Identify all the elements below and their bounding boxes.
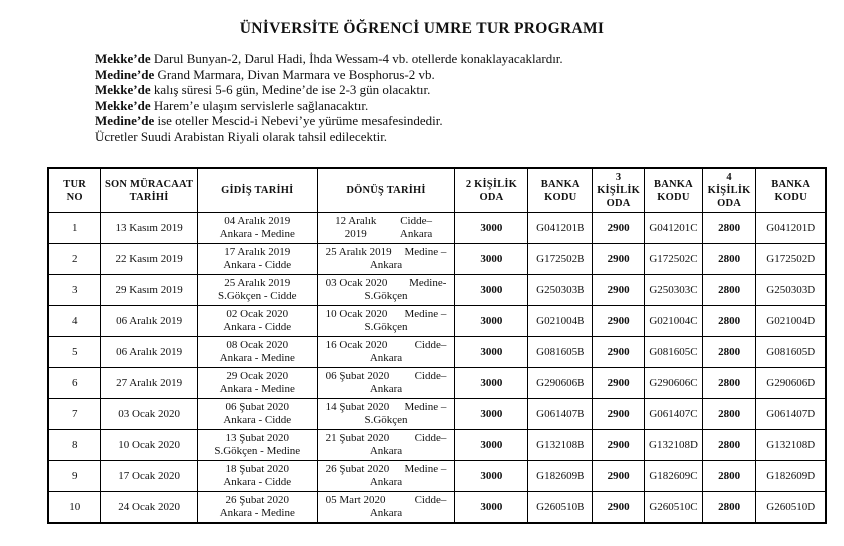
banka-kodu-2-cell: G260510B [528, 492, 593, 524]
oda2-price-cell: 3000 [455, 244, 528, 275]
banka-kodu-2-cell: G290606B [528, 368, 593, 399]
oda4-price-cell: 2800 [702, 306, 756, 337]
son-muracaat-cell: 10 Ocak 2020 [101, 430, 197, 461]
son-muracaat-cell: 03 Ocak 2020 [101, 399, 197, 430]
col-header-banka3: BANKA KODU [645, 168, 703, 213]
intro-line: Ücretler Suudi Arabistan Riyali olarak tahsil edilecektir. [95, 128, 388, 144]
oda4-price-cell: 2800 [702, 430, 756, 461]
oda3-price-cell: 2900 [593, 213, 645, 244]
banka-kodu-2-cell: G172502B [528, 244, 593, 275]
banka-kodu-3-cell: G061407C [645, 399, 703, 430]
table-row [48, 399, 826, 430]
donus-cell: 25 Aralık 2019 Medine – Ankara [317, 244, 455, 275]
table-row [48, 368, 826, 399]
oda4-price-cell: 2800 [702, 399, 756, 430]
tur-no-cell: 9 [48, 461, 101, 492]
tur-no-cell: 2 [48, 244, 101, 275]
intro-line: Mekke’de Darul Bunyan-2, Darul Hadi, İhda Wessam-4 vb. otellerde konaklayacaklardır. [95, 51, 563, 66]
banka-kodu-4-cell: G290606D [756, 368, 826, 399]
gidis-cell: 26 Şubat 2020 Ankara - Medine [197, 492, 317, 524]
table-row [48, 430, 826, 461]
tur-no-cell: 5 [48, 337, 101, 368]
banka-kodu-3-cell: G132108D [645, 430, 703, 461]
banka-kodu-2-cell: G132108B [528, 430, 593, 461]
tur-no-cell: 8 [48, 430, 101, 461]
donus-cell: 03 Ocak 2020 Medine- S.Gökçen [317, 275, 455, 306]
oda2-price-cell: 3000 [455, 337, 528, 368]
banka-kodu-4-cell: G061407D [756, 399, 826, 430]
banka-kodu-2-cell: G081605B [528, 337, 593, 368]
banka-kodu-2-cell: G021004B [528, 306, 593, 337]
col-header-oda2: 2 KİŞİLİK ODA [455, 168, 528, 213]
intro-line: Mekke’de Harem’e ulaşım servislerle sağlanacaktır. [95, 97, 369, 113]
son-muracaat-cell: 22 Kasım 2019 [101, 244, 197, 275]
donus-cell: 05 Mart 2020 Cidde– Ankara [317, 492, 455, 524]
gidis-cell: 08 Ocak 2020 Ankara - Medine [197, 337, 317, 368]
banka-kodu-3-cell: G172502C [645, 244, 703, 275]
banka-kodu-4-cell: G081605D [756, 337, 826, 368]
table-row [48, 275, 826, 306]
intro-notes [95, 51, 844, 145]
banka-kodu-2-cell: G061407B [528, 399, 593, 430]
intro-line: Medine’de Grand Marmara, Divan Marmara ve Bosphorus-2 vb. [95, 66, 435, 82]
banka-kodu-4-cell: G132108D [756, 430, 826, 461]
page-title: ÜNİVERSİTE ÖĞRENCİ UMRE TUR PROGRAMI [239, 20, 605, 37]
oda2-price-cell: 3000 [455, 275, 528, 306]
table-row [48, 492, 826, 524]
banka-kodu-3-cell: G081605C [645, 337, 703, 368]
table-row [48, 244, 826, 275]
col-header-banka4: BANKA KODU [756, 168, 826, 213]
col-header-oda4: 4 KİŞİLİK ODA [702, 168, 756, 213]
table-row [48, 461, 826, 492]
col-header-donus: DÖNÜŞ TARİHİ [317, 168, 455, 213]
table-header [48, 168, 826, 213]
donus-cell: 26 Şubat 2020 Medine – Ankara [317, 461, 455, 492]
banka-kodu-3-cell: G260510C [645, 492, 703, 524]
tur-no-cell: 7 [48, 399, 101, 430]
intro-line: Mekke’de kalış süresi 5-6 gün, Medine’de ise 2-3 gün olacaktır. [95, 82, 431, 98]
banka-kodu-3-cell: G182609C [645, 461, 703, 492]
banka-kodu-4-cell: G182609D [756, 461, 826, 492]
oda4-price-cell: 2800 [702, 492, 756, 524]
son-muracaat-cell: 29 Kasım 2019 [101, 275, 197, 306]
gidis-cell: 29 Ocak 2020 Ankara - Medine [197, 368, 317, 399]
intro-line: Medine’de ise oteller Mescid-i Nebevi’ye yürüme mesafesindedir. [95, 113, 443, 129]
son-muracaat-cell: 27 Aralık 2019 [101, 368, 197, 399]
col-header-gidis: GİDİŞ TARİHİ [197, 168, 317, 213]
oda3-price-cell: 2900 [593, 461, 645, 492]
banka-kodu-2-cell: G041201B [528, 213, 593, 244]
oda3-price-cell: 2900 [593, 430, 645, 461]
col-header-banka2: BANKA KODU [528, 168, 593, 213]
gidis-cell: 18 Şubat 2020 Ankara - Cidde [197, 461, 317, 492]
banka-kodu-3-cell: G290606C [645, 368, 703, 399]
oda4-price-cell: 2800 [702, 368, 756, 399]
banka-kodu-2-cell: G182609B [528, 461, 593, 492]
oda3-price-cell: 2900 [593, 244, 645, 275]
oda2-price-cell: 3000 [455, 461, 528, 492]
table-row [48, 213, 826, 244]
oda2-price-cell: 3000 [455, 399, 528, 430]
tur-no-cell: 4 [48, 306, 101, 337]
donus-cell: 12 Aralık 2019 Cidde– Ankara [317, 213, 455, 244]
banka-kodu-4-cell: G172502D [756, 244, 826, 275]
banka-kodu-3-cell: G250303C [645, 275, 703, 306]
table-row [48, 306, 826, 337]
table-body [48, 213, 826, 524]
oda4-price-cell: 2800 [702, 244, 756, 275]
oda3-price-cell: 2900 [593, 275, 645, 306]
oda3-price-cell: 2900 [593, 306, 645, 337]
oda2-price-cell: 3000 [455, 306, 528, 337]
gidis-cell: 04 Aralık 2019 Ankara - Medine [197, 213, 317, 244]
oda3-price-cell: 2900 [593, 492, 645, 524]
col-header-oda3: 3 KİŞİLİK ODA [593, 168, 645, 213]
son-muracaat-cell: 06 Aralık 2019 [101, 337, 197, 368]
tur-no-cell: 1 [48, 213, 101, 244]
oda4-price-cell: 2800 [702, 461, 756, 492]
son-muracaat-cell: 17 Ocak 2020 [101, 461, 197, 492]
oda2-price-cell: 3000 [455, 430, 528, 461]
son-muracaat-cell: 13 Kasım 2019 [101, 213, 197, 244]
gidis-cell: 13 Şubat 2020 S.Gökçen - Medine [197, 430, 317, 461]
oda3-price-cell: 2900 [593, 399, 645, 430]
banka-kodu-4-cell: G021004D [756, 306, 826, 337]
gidis-cell: 25 Aralık 2019 S.Gökçen - Cidde [197, 275, 317, 306]
banka-kodu-3-cell: G041201C [645, 213, 703, 244]
banka-kodu-2-cell: G250303B [528, 275, 593, 306]
donus-cell: 06 Şubat 2020 Cidde– Ankara [317, 368, 455, 399]
gidis-cell: 17 Aralık 2019 Ankara - Cidde [197, 244, 317, 275]
oda4-price-cell: 2800 [702, 275, 756, 306]
tur-no-cell: 3 [48, 275, 101, 306]
oda2-price-cell: 3000 [455, 492, 528, 524]
oda2-price-cell: 3000 [455, 368, 528, 399]
donus-cell: 10 Ocak 2020 Medine – S.Gökçen [317, 306, 455, 337]
oda3-price-cell: 2900 [593, 337, 645, 368]
col-header-son-muracaat: SON MÜRACAAT TARİHİ [101, 168, 197, 213]
table-row [48, 337, 826, 368]
tur-no-cell: 10 [48, 492, 101, 524]
oda4-price-cell: 2800 [702, 337, 756, 368]
banka-kodu-4-cell: G041201D [756, 213, 826, 244]
oda2-price-cell: 3000 [455, 213, 528, 244]
gidis-cell: 06 Şubat 2020 Ankara - Cidde [197, 399, 317, 430]
banka-kodu-4-cell: G250303D [756, 275, 826, 306]
tour-program-table [47, 167, 827, 524]
oda4-price-cell: 2800 [702, 213, 756, 244]
banka-kodu-3-cell: G021004C [645, 306, 703, 337]
tur-no-cell: 6 [48, 368, 101, 399]
gidis-cell: 02 Ocak 2020 Ankara - Cidde [197, 306, 317, 337]
donus-cell: 14 Şubat 2020 Medine – S.Gökçen [317, 399, 455, 430]
header-row [48, 168, 826, 213]
son-muracaat-cell: 06 Aralık 2019 [101, 306, 197, 337]
donus-cell: 21 Şubat 2020 Cidde– Ankara [317, 430, 455, 461]
son-muracaat-cell: 24 Ocak 2020 [101, 492, 197, 524]
banka-kodu-4-cell: G260510D [756, 492, 826, 524]
col-header-tur-no: TUR NO [48, 168, 101, 213]
oda3-price-cell: 2900 [593, 368, 645, 399]
donus-cell: 16 Ocak 2020 Cidde– Ankara [317, 337, 455, 368]
